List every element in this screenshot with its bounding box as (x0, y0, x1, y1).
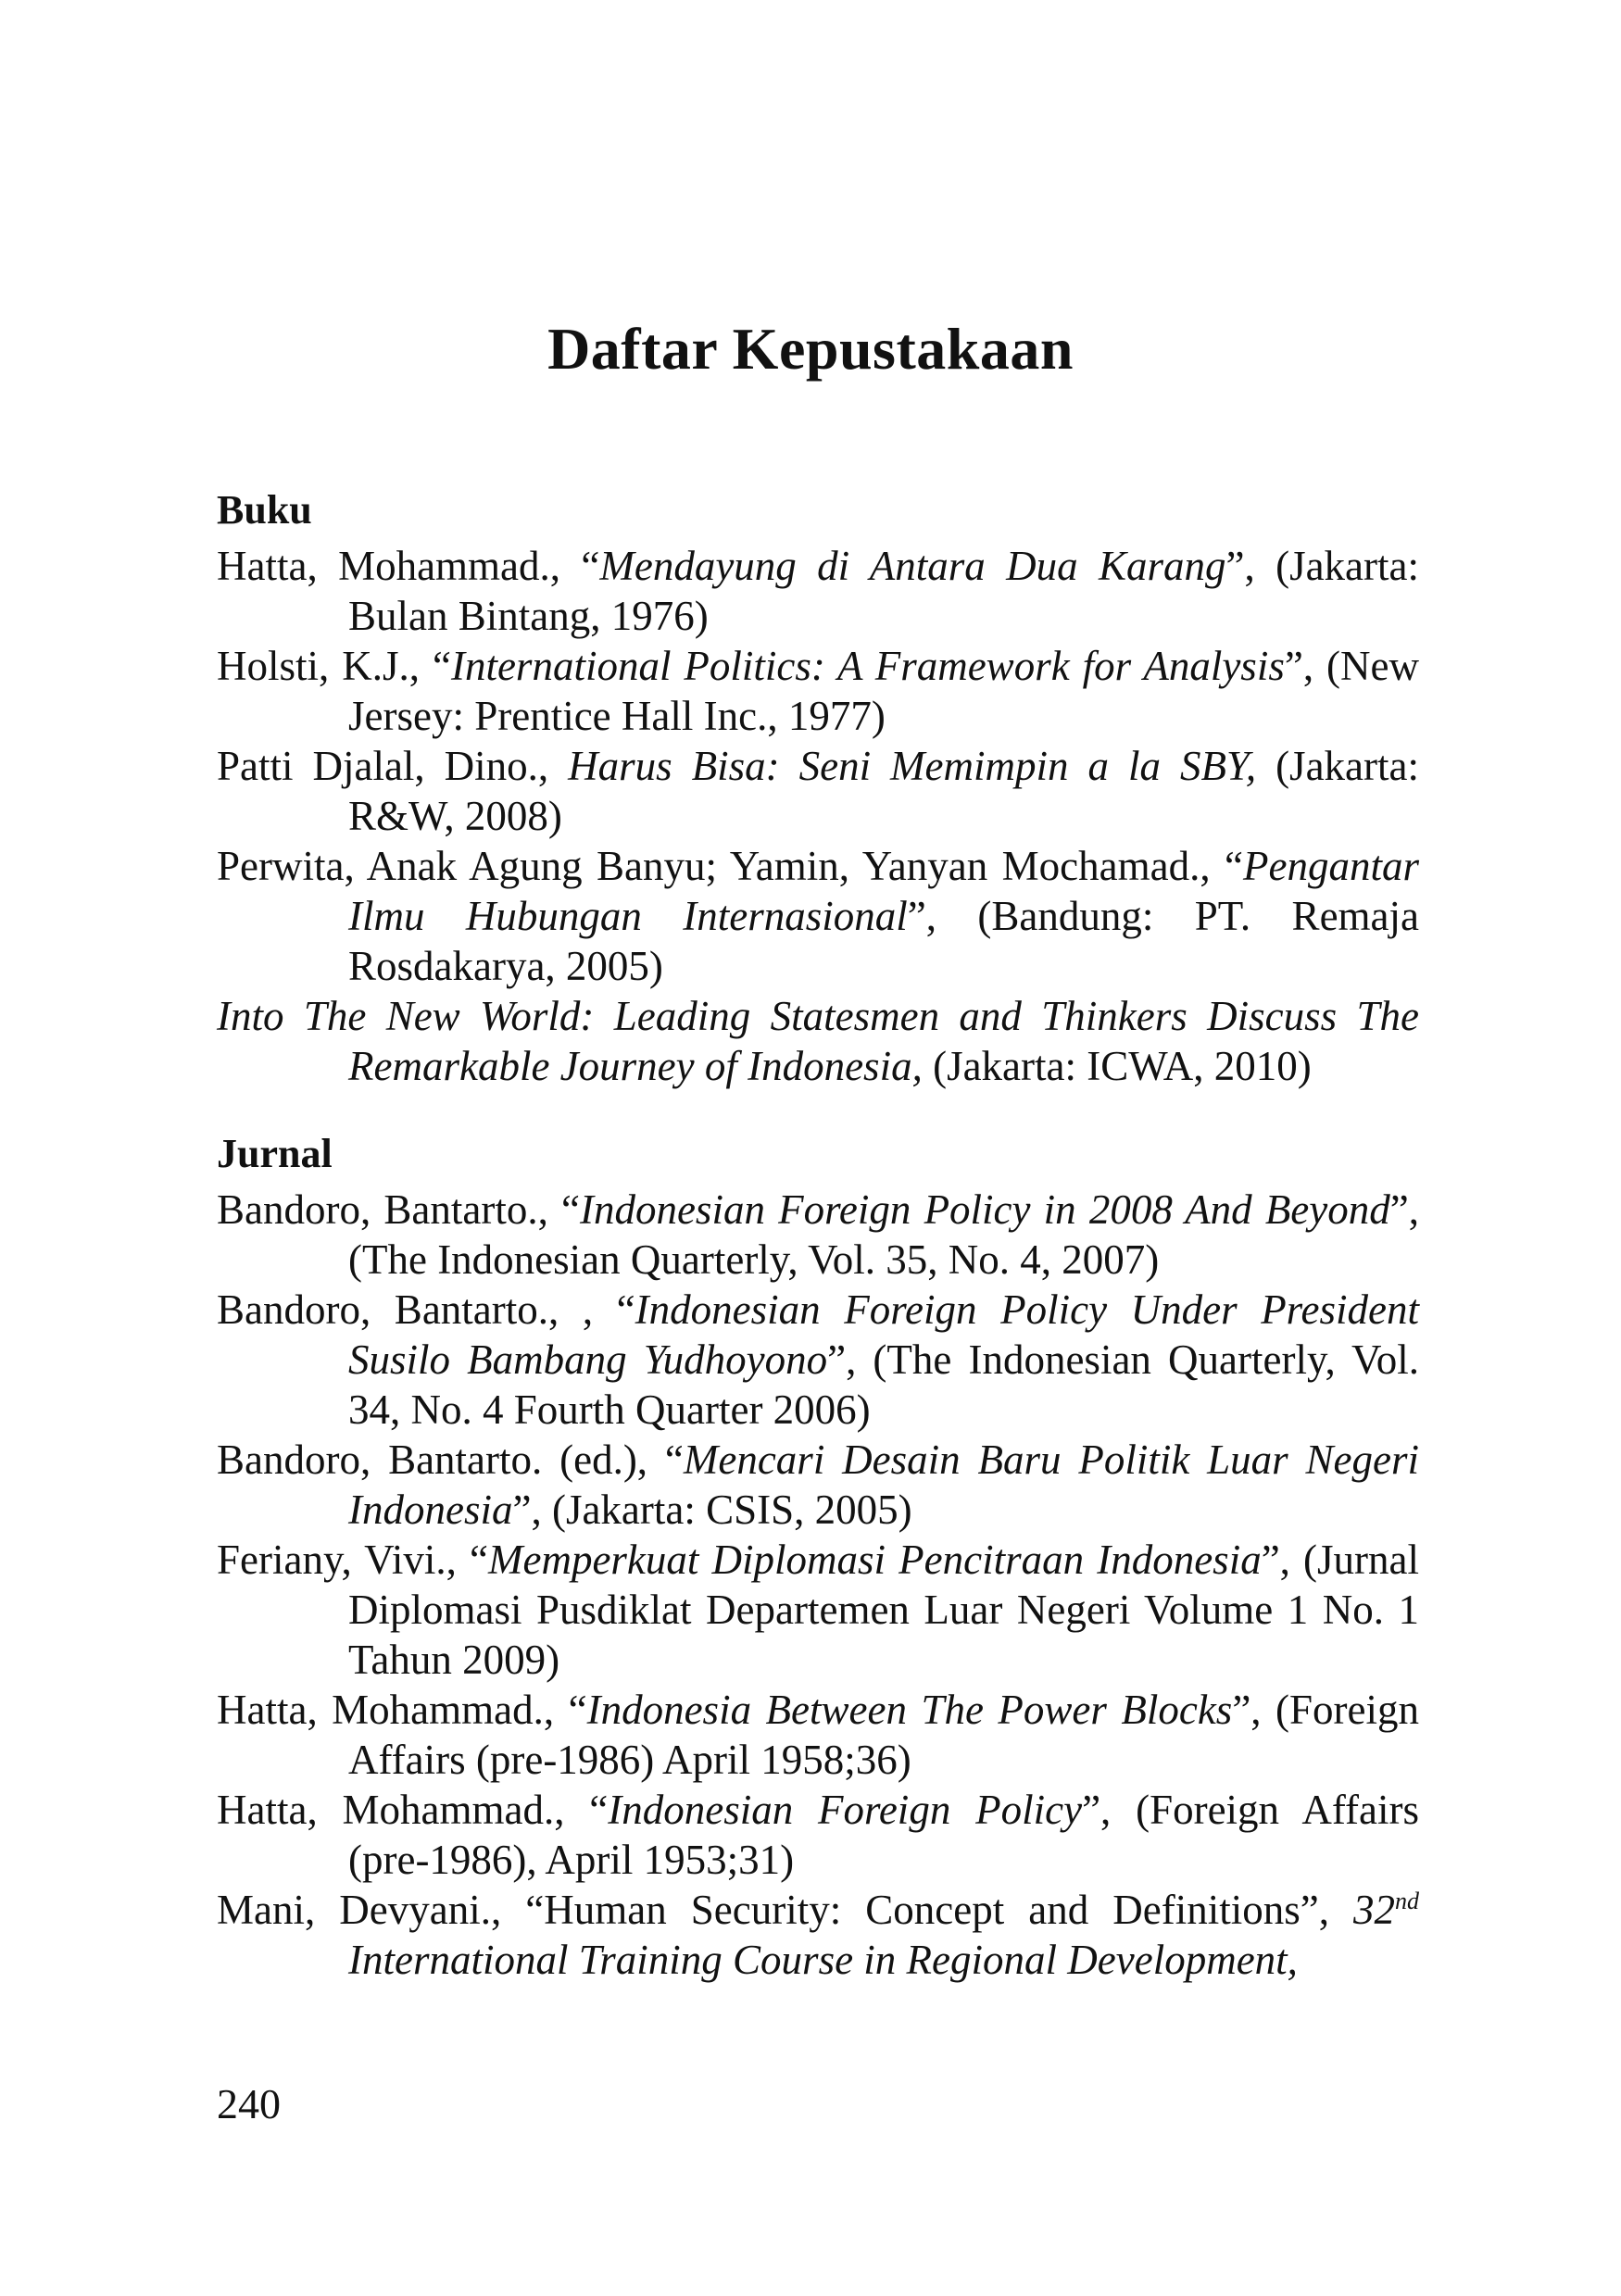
entry-text: ”, (The Indonesian Quarterly, Vol. 35, No. 4, 2007) (348, 1186, 1419, 1283)
bibliography-entry (217, 1785, 1419, 1885)
entry-text: ”, (Foreign Affairs (pre-1986), April 1953;31) (348, 1786, 1420, 1883)
section-jurnal (217, 1130, 1419, 1985)
entry-text: Bandoro, Bantarto. (ed.), “ (217, 1436, 684, 1483)
bibliography-entry (217, 1535, 1419, 1685)
entry-text: (Jakarta: R&W, 2008) (348, 742, 1419, 839)
page-title: Daftar Kepustakaan (547, 316, 1074, 382)
bibliography-entry (217, 1435, 1419, 1535)
italic-text: Indonesian Foreign Policy Under President Susilo Bambang Yudhoyono (348, 1286, 1419, 1383)
italic-text: International Politics: A Framework for Analysis (450, 642, 1285, 689)
entry-text: Hatta, Mohammad., “ (217, 542, 600, 589)
italic-text: Mencari Desain Baru Politik Luar Negeri Indonesia (348, 1436, 1420, 1533)
entry-text: ”, (Jurnal Diplomasi Pusdiklat Departemen Luar Negeri Volume 1 No. 1 Tahun 2009) (348, 1536, 1420, 1683)
section-heading: Jurnal (217, 1130, 333, 1176)
entry-text: Hatta, Mohammad., “ (217, 1686, 587, 1733)
bibliography-entry (217, 991, 1419, 1091)
bibliography-entry (217, 1885, 1419, 1985)
entry-text: Bandoro, Bantarto., , “ (217, 1286, 635, 1333)
italic-text: International Training Course in Regional Development, (348, 1936, 1298, 1983)
bibliography-entry (217, 1185, 1419, 1285)
entry-text: ”, (Bandung: PT. Remaja Rosdakarya, 2005) (348, 892, 1419, 989)
italic-text: Indonesia Between The Power Blocks (586, 1686, 1233, 1733)
entry-text: ”, (New Jersey: Prentice Hall Inc., 1977) (348, 642, 1419, 739)
italic-text: Harus Bisa: Seni Memimpin a la SBY, (568, 742, 1257, 789)
italic-text: Indonesian Foreign Policy (608, 1786, 1083, 1833)
bibliography-entry (217, 641, 1419, 741)
entry-text: (Jakarta: ICWA, 2010) (922, 1042, 1312, 1089)
italic-text: 32 (1353, 1886, 1395, 1933)
superscript-text: nd (1395, 1887, 1419, 1914)
section-heading: Buku (217, 487, 312, 533)
entry-text: ”, (Jakarta: Bulan Bintang, 1976) (348, 542, 1419, 639)
entry-text: Hatta, Mohammad., “ (217, 1786, 609, 1833)
entry-text: ”, (The Indonesian Quarterly, Vol. 34, No. 4 Fourth Quarter 2006) (348, 1336, 1420, 1433)
italic-text: Indonesian Foreign Policy in 2008 And Beyond (579, 1186, 1390, 1233)
section-buku (217, 486, 1419, 1091)
italic-text: Mendayung di Antara Dua Karang (599, 542, 1226, 589)
entry-text: Feriany, Vivi., “ (217, 1536, 488, 1583)
entry-text: ”, (Jakarta: CSIS, 2005) (512, 1486, 912, 1533)
bibliography-content (217, 486, 1419, 1985)
entry-text: Patti Djalal, Dino., (217, 742, 569, 789)
bibliography-entry (217, 841, 1419, 991)
entry-text: ”, (Foreign Affairs (pre-1986) April 1958;36) (348, 1686, 1419, 1783)
entry-text: Holsti, K.J., “ (217, 642, 451, 689)
italic-text: Pengantar Ilmu Hubungan Internasional (348, 842, 1419, 939)
entry-text: Mani, Devyani., “Human Security: Concept and Definitions”, (217, 1886, 1353, 1933)
entry-list (217, 541, 1419, 1091)
bibliography-entry (217, 1285, 1419, 1435)
entry-text: Perwita, Anak Agung Banyu; Yamin, Yanyan Mochamad., “ (217, 842, 1244, 889)
bibliography-entry (217, 1685, 1419, 1785)
entry-list (217, 1185, 1419, 1985)
entry-text: Bandoro, Bantarto., “ (217, 1186, 580, 1233)
bibliography-entry (217, 741, 1419, 841)
page-number: 240 (217, 2080, 281, 2127)
italic-text: Into The New World: Leading Statesmen and Thinkers Discuss The Remarkable Journey of Indonesia, (217, 992, 1419, 1089)
italic-text: Memperkuat Diplomasi Pencitraan Indonesia (487, 1536, 1262, 1583)
bibliography-entry (217, 541, 1419, 641)
